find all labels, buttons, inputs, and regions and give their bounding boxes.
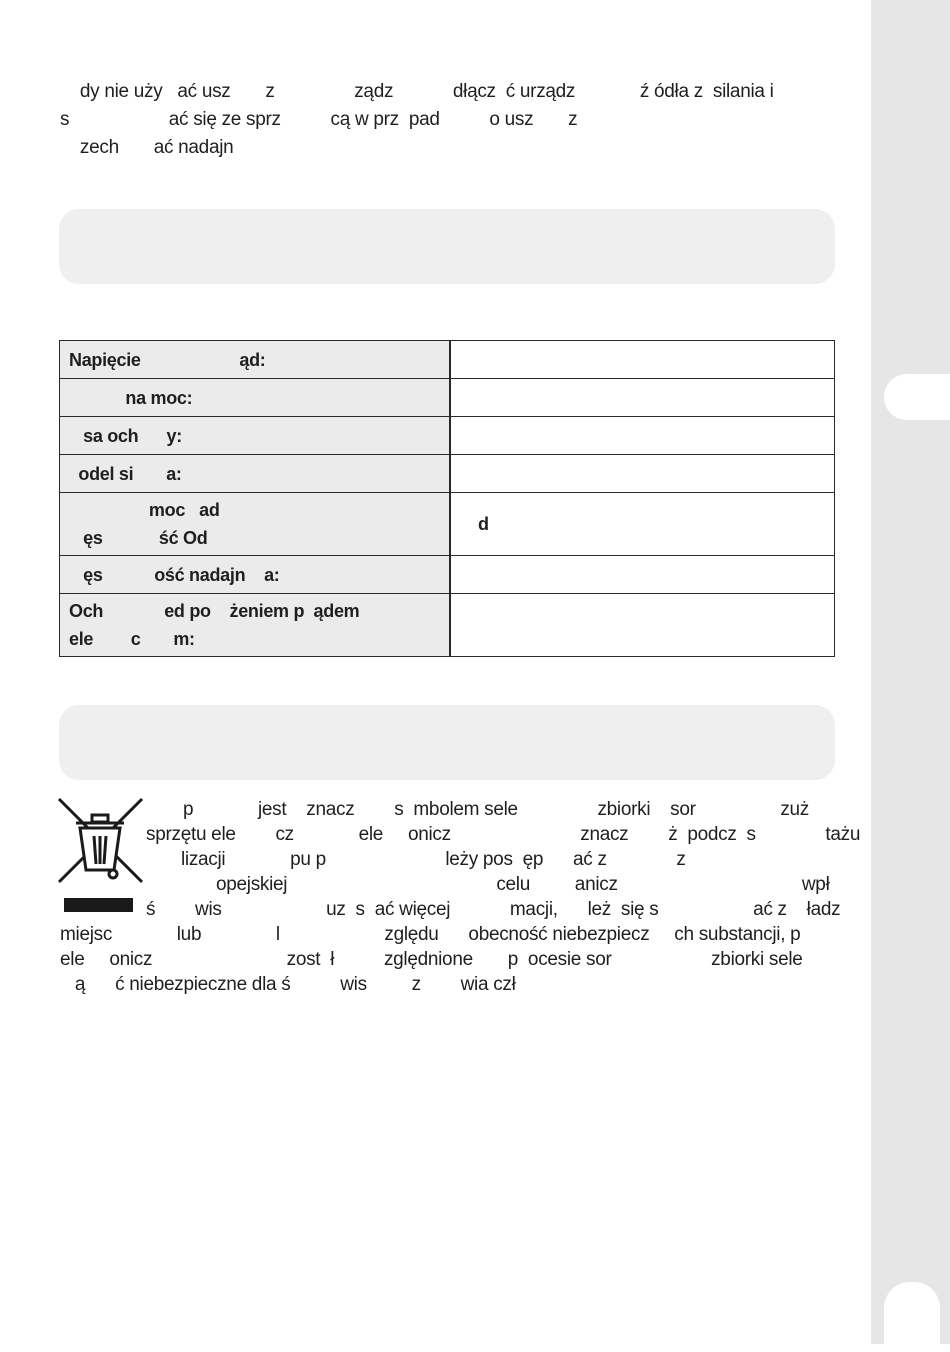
intro-paragraph <box>60 78 820 162</box>
page-number-tab <box>884 1282 940 1352</box>
disposal-text-line: lizacji pu p leży pos ęp ać z z <box>181 849 686 870</box>
side-margin-strip <box>871 0 950 1344</box>
disposal-text-line: sprzętu ele cz ele onicz znacz ż podcz s tażu <box>146 824 861 845</box>
table-row <box>60 417 835 455</box>
spec-label: sa och y: <box>60 417 451 455</box>
disposal-text-line: opejskiej celu anicz wpł <box>216 874 830 895</box>
table-row <box>60 556 835 594</box>
section-heading-box-specs <box>59 209 835 284</box>
section-tab-marker <box>884 374 950 420</box>
spec-value <box>450 455 835 493</box>
disposal-text-line: ś wis uz s ać więcej macji, leż się s ać z ładz <box>146 899 841 920</box>
crossed-out-wheelie-bin-icon <box>56 796 146 886</box>
spec-value: d <box>450 493 835 556</box>
table-row <box>60 379 835 417</box>
table-row <box>60 594 835 657</box>
spec-label: Napięcie ąd: <box>60 341 451 379</box>
spec-label: na moc: <box>60 379 451 417</box>
spec-label: odel si a: <box>60 455 451 493</box>
section-heading-box-disposal <box>59 705 835 780</box>
disposal-text-line: miejsc lub l zględu obecność niebezpiecz ch substancji, p <box>60 924 801 945</box>
marking-bar <box>64 898 133 912</box>
intro-line: dy nie uży ać usz z ządz dłącz ć urządz ź ódła z silania i <box>60 81 774 102</box>
intro-line: s ać się ze sprz cą w prz pad o usz z <box>60 109 578 130</box>
disposal-text-line: ele onicz zost ł zględnione p ocesie sor zbiorki sele <box>60 949 803 970</box>
table-row <box>60 455 835 493</box>
spec-label: Och ed po żeniem p ądem ele c m: <box>60 594 451 657</box>
spec-label: ęs ość nadajn a: <box>60 556 451 594</box>
spec-value <box>450 594 835 657</box>
spec-label: moc ad ęs ść Od <box>60 493 451 556</box>
spec-value <box>450 379 835 417</box>
disposal-text-line: ą ć niebezpieczne dla ś wis z wia czł <box>60 974 516 995</box>
intro-line: zech ać nadajn <box>60 137 234 158</box>
disposal-text-line: p jest znacz s mbolem sele zbiorki sor zuż <box>183 799 809 820</box>
table-row <box>60 341 835 379</box>
specifications-table <box>59 340 835 657</box>
spec-value <box>450 417 835 455</box>
spec-value <box>450 556 835 594</box>
table-row <box>60 493 835 556</box>
spec-value <box>450 341 835 379</box>
